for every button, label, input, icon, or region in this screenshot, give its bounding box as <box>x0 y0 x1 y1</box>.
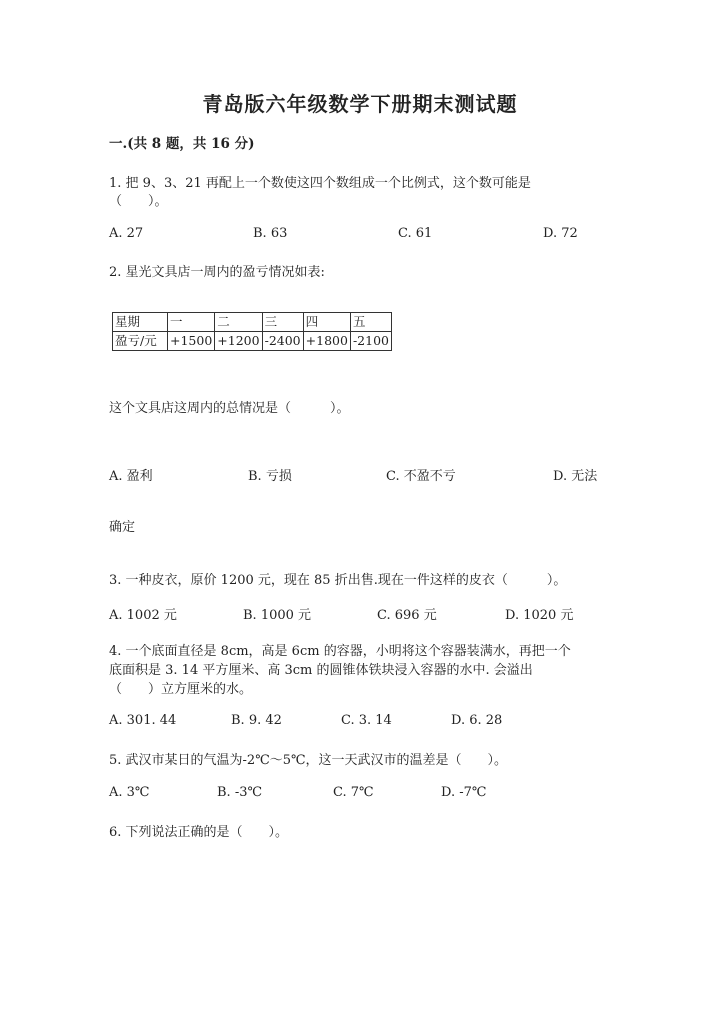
table-row <box>113 332 392 351</box>
table-cell: 二 <box>215 313 262 332</box>
q5-option-c: C. 7℃ <box>333 785 374 800</box>
q1-option-d: D. 72 <box>543 226 578 241</box>
q4-option-a: A. 301. 44 <box>109 713 177 728</box>
q5-text: 5. 武汉市某日的气温为-2℃～5℃，这一天武汉市的温差是（ ）。 <box>109 753 508 768</box>
q1-option-a: A. 27 <box>109 226 144 241</box>
table-cell: +1200 <box>215 332 262 351</box>
q2-intro: 2. 星光文具店一周内的盈亏情况如表: <box>109 265 325 280</box>
table-cell: -2400 <box>262 332 303 351</box>
q3-option-a: A. 1002 元 <box>109 608 177 623</box>
q2-option-c: C. 不盈不亏 <box>386 469 456 484</box>
q1-option-c: C. 61 <box>398 226 433 241</box>
q3-option-c: C. 696 元 <box>377 608 437 623</box>
q5-option-a: A. 3℃ <box>109 785 150 800</box>
q2-option-d-wrap: 确定 <box>109 520 136 535</box>
q1-option-b: B. 63 <box>253 226 288 241</box>
table-cell: 四 <box>303 313 350 332</box>
q6-text: 6. 下列说法正确的是（ ）。 <box>109 825 289 840</box>
table-cell: 盈亏/元 <box>113 332 168 351</box>
q1-text-line1: 1. 把 9、3、21 再配上一个数使这四个数组成一个比例式，这个数可能是 <box>109 176 531 191</box>
q2-option-b: B. 亏损 <box>248 469 292 484</box>
table-header-row <box>113 313 392 332</box>
section-header: 一.(共 8 题，共 16 分) <box>109 136 255 152</box>
q4-option-c: C. 3. 14 <box>341 713 392 728</box>
table-cell: 一 <box>168 313 215 332</box>
q2-option-d: D. 无法 <box>553 469 598 484</box>
q4-text-line1: 4. 一个底面直径是 8cm，高是 6cm 的容器，小明将这个容器装满水，再把一个 <box>109 644 571 659</box>
table-cell: -2100 <box>350 332 391 351</box>
page-title: 青岛版六年级数学下册期末测试题 <box>202 92 518 116</box>
table-cell: +1800 <box>303 332 350 351</box>
q4-option-b: B. 9. 42 <box>231 713 282 728</box>
q5-option-b: B. -3℃ <box>217 785 263 800</box>
q2-question: 这个文具店这周内的总情况是（ ）。 <box>109 401 350 416</box>
q1-text-line2: （ ）。 <box>109 194 168 209</box>
q3-option-b: B. 1000 元 <box>243 608 312 623</box>
q2-option-a: A. 盈利 <box>109 469 153 484</box>
q5-option-d: D. -7℃ <box>441 785 487 800</box>
q3-text: 3. 一种皮衣，原价 1200 元，现在 85 折出售.现在一件这样的皮衣（ ）。 <box>109 573 567 588</box>
profit-table <box>112 312 392 351</box>
q4-text-line3: （ ）立方厘米的水。 <box>109 682 253 697</box>
q4-text-line2: 底面积是 3. 14 平方厘米、高 3cm 的圆锥体铁块浸入容器的水中. 会溢出 <box>109 663 533 678</box>
table-cell: 星期 <box>113 313 168 332</box>
table-cell: +1500 <box>168 332 215 351</box>
table-cell: 三 <box>262 313 303 332</box>
q4-option-d: D. 6. 28 <box>451 713 503 728</box>
table-cell: 五 <box>350 313 391 332</box>
q3-option-d: D. 1020 元 <box>505 608 574 623</box>
